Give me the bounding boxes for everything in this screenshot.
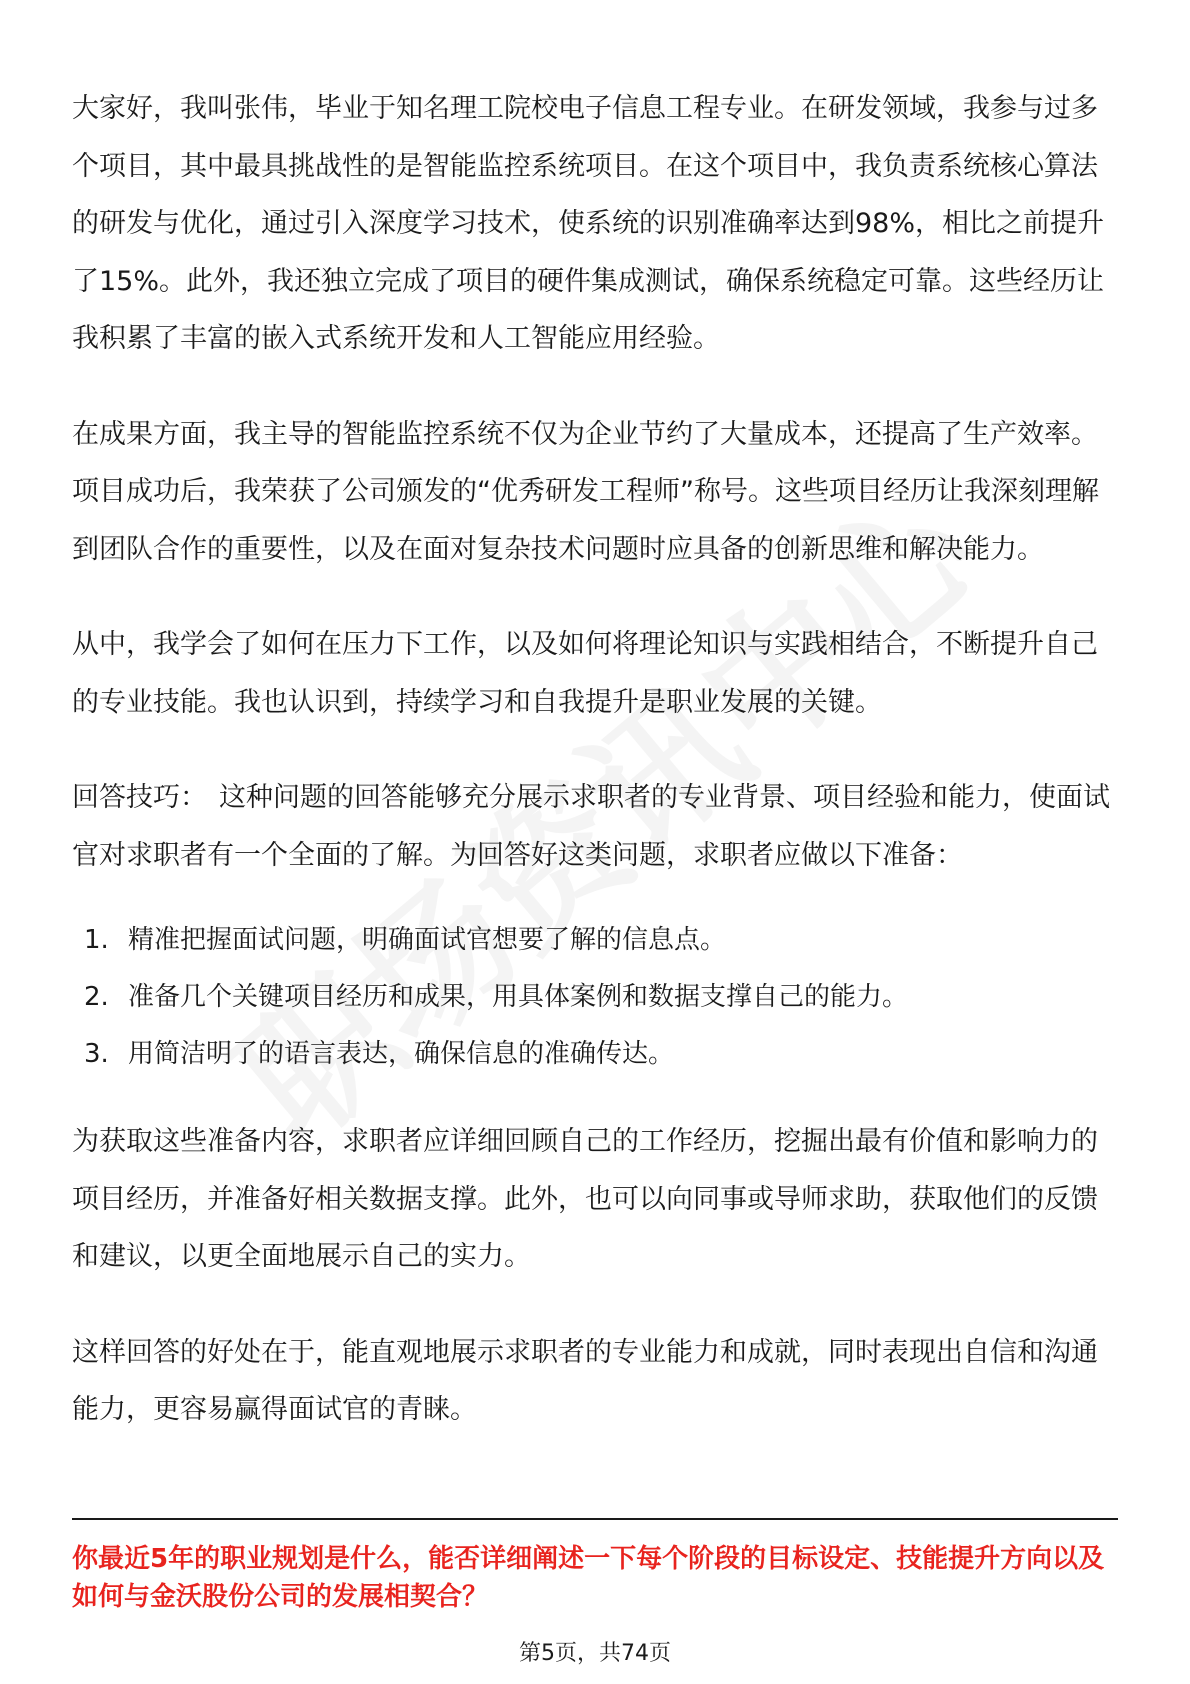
list-item-number: 3. — [84, 1039, 109, 1069]
paragraph-achievements: 在成果方面，我主导的智能监控系统不仅为企业节约了大量成本，还提高了生产效率。项目成功后，我荣获了公司颁发的“优秀研发工程师”称号。这些项目经历让我深刻理解到团队合作的重要性，以及在面对复杂技术问题时应具备的创新思维和解决能力。 — [72, 418, 1099, 565]
paragraph-benefits: 这样回答的好处在于，能直观地展示求职者的专业能力和成就，同时表现出自信和沟通能力，更容易赢得面试官的青睐。 — [72, 1336, 1098, 1425]
page-number: 第5页，共74页 — [519, 1641, 671, 1666]
list-item-number: 1. — [84, 925, 109, 955]
paragraph-intro: 大家好，我叫张伟，毕业于知名理工院校电子信息工程专业。在研发领域，我参与过多个项目，其中最具挑战性的是智能监控系统项目。在这个项目中，我负责系统核心算法的研发与优化，通过引入深度学习技术，使系统的识别准确率达到98%，相比之前提升了15%。此外，我还独立完成了项目的硬件集成测试，确保系统稳定可靠。这些经历让我积累了丰富的嵌入式系统开发和人工智能应用经验。 — [72, 93, 1105, 354]
section-divider — [72, 1518, 1118, 1520]
paragraph-lessons: 从中，我学会了如何在压力下工作，以及如何将理论知识与实践相结合，不断提升自己的专业技能。我也认识到，持续学习和自我提升是职业发展的关键。 — [72, 629, 1098, 718]
list-item — [72, 1026, 1120, 1083]
list-item-text: 准备几个关键项目经历和成果，用具体案例和数据支撑自己的能力。 — [128, 982, 909, 1012]
list-item-text: 用简洁明了的语言表达，确保信息的准确传达。 — [128, 1039, 675, 1069]
tips-list — [72, 912, 1120, 1083]
answer-tips-label: 回答技巧： — [72, 782, 207, 813]
list-item-number: 2. — [84, 982, 109, 1012]
next-question-heading: 你最近5年的职业规划是什么，能否详细阐述一下每个阶段的目标设定、技能提升方向以及如何与金沃股份公司的发展相契合？ — [72, 1544, 1105, 1612]
answer-tips — [72, 769, 1120, 884]
document-body — [72, 80, 1120, 1477]
list-item — [72, 912, 1120, 969]
answer-tips-text: 这种问题的回答能够充分展示求职者的专业背景、项目经验和能力，使面试官对求职者有一个全面的了解。为回答好这类问题，求职者应做以下准备： — [72, 782, 1110, 871]
list-item-text: 精准把握面试问题，明确面试官想要了解的信息点。 — [128, 925, 727, 955]
list-item — [72, 969, 1120, 1026]
paragraph-preparation: 为获取这些准备内容，求职者应详细回顾自己的工作经历，挖掘出最有价值和影响力的项目经历，并准备好相关数据支撑。此外，也可以向同事或导师求助，获取他们的反馈和建议，以更全面地展示自己的实力。 — [72, 1126, 1098, 1272]
